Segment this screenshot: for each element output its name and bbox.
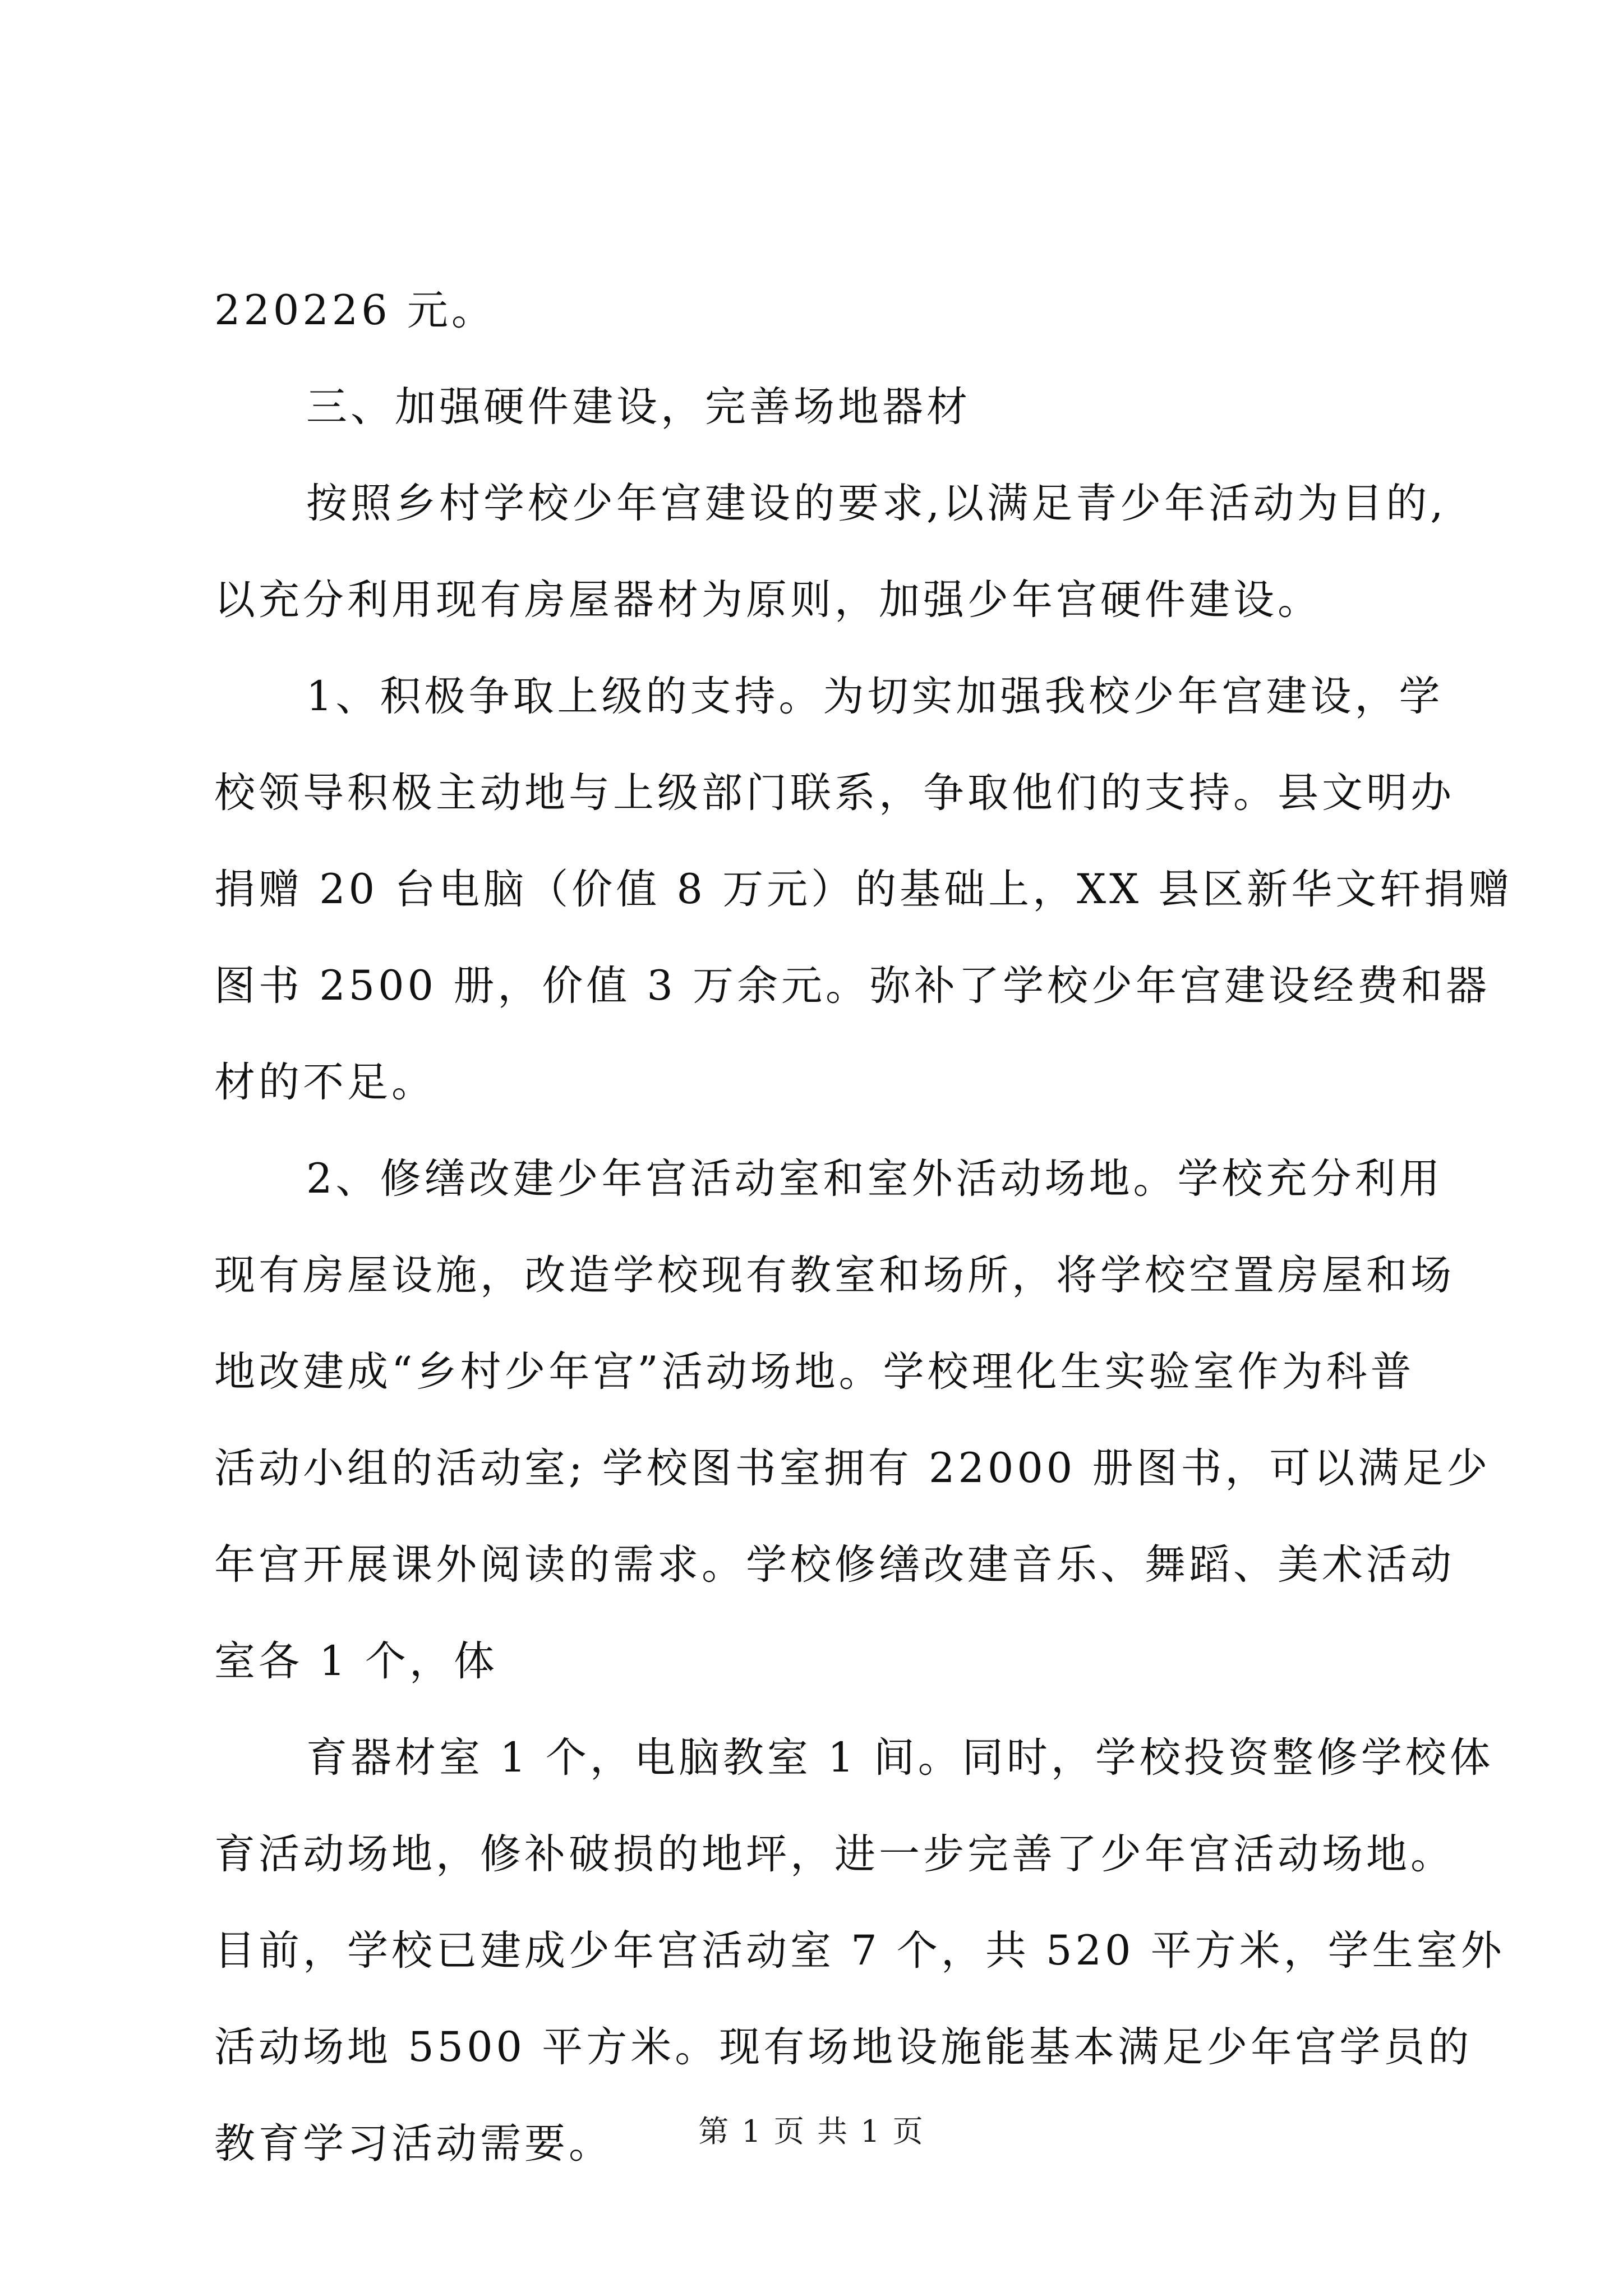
text-line: 教育学习活动需要。	[214, 2120, 613, 2168]
text-line: 以充分利用现有房屋器材为原则，加强少年宫硬件建设。	[214, 576, 1322, 624]
text-line: 捐赠 20 台电脑（价值 8 万元）的基础上，XX 县区新华文轩捐赠	[214, 866, 1513, 913]
text-line: 育活动场地，修补破损的地坪，进一步完善了少年宫活动场地。	[214, 1830, 1455, 1878]
document-body	[214, 263, 1513, 2192]
text-line: 目前，学校已建成少年宫活动室 7 个，共 520 平方米，学生室外	[214, 1927, 1505, 1975]
text-line: 材的不足。	[214, 1059, 436, 1106]
text-line: 220226 元。	[214, 287, 496, 334]
text-line: 2、修缮改建少年宫活动室和室外活动场地。学校充分利用	[306, 1155, 1444, 1203]
text-line: 地改建成“乡村少年宫”活动场地。学校理化生实验室作为科普	[214, 1348, 1415, 1396]
text-line: 现有房屋设施，改造学校现有教室和场所，将学校空置房屋和场	[214, 1251, 1455, 1299]
section-heading: 三、加强硬件建设，完善场地器材	[306, 383, 971, 431]
text-line: 校领导积极主动地与上级部门联系，争取他们的支持。县文明办	[214, 769, 1455, 817]
page-number-footer: 第 1 页 共 1 页	[698, 2114, 925, 2149]
text-line: 年宫开展课外阅读的需求。学校修缮改建音乐、舞蹈、美术活动	[214, 1541, 1455, 1589]
text-line: 1、积极争取上级的支持。为切实加强我校少年宫建设，学	[306, 673, 1444, 720]
text-line: 活动小组的活动室; 学校图书室拥有 22000 册图书，可以满足少	[214, 1444, 1491, 1492]
text-line: 育器材室 1 个，电脑教室 1 间。同时，学校投资整修学校体	[306, 1734, 1494, 1782]
text-line: 室各 1 个，体	[214, 1637, 498, 1685]
text-line: 图书 2500 册，价值 3 万余元。弥补了学校少年宫建设经费和器	[214, 962, 1491, 1010]
text-line: 活动场地 5500 平方米。现有场地设施能基本满足少年宫学员的	[214, 2023, 1473, 2071]
text-line: 按照乡村学校少年宫建设的要求,以满足青少年活动为目的,	[306, 480, 1447, 527]
